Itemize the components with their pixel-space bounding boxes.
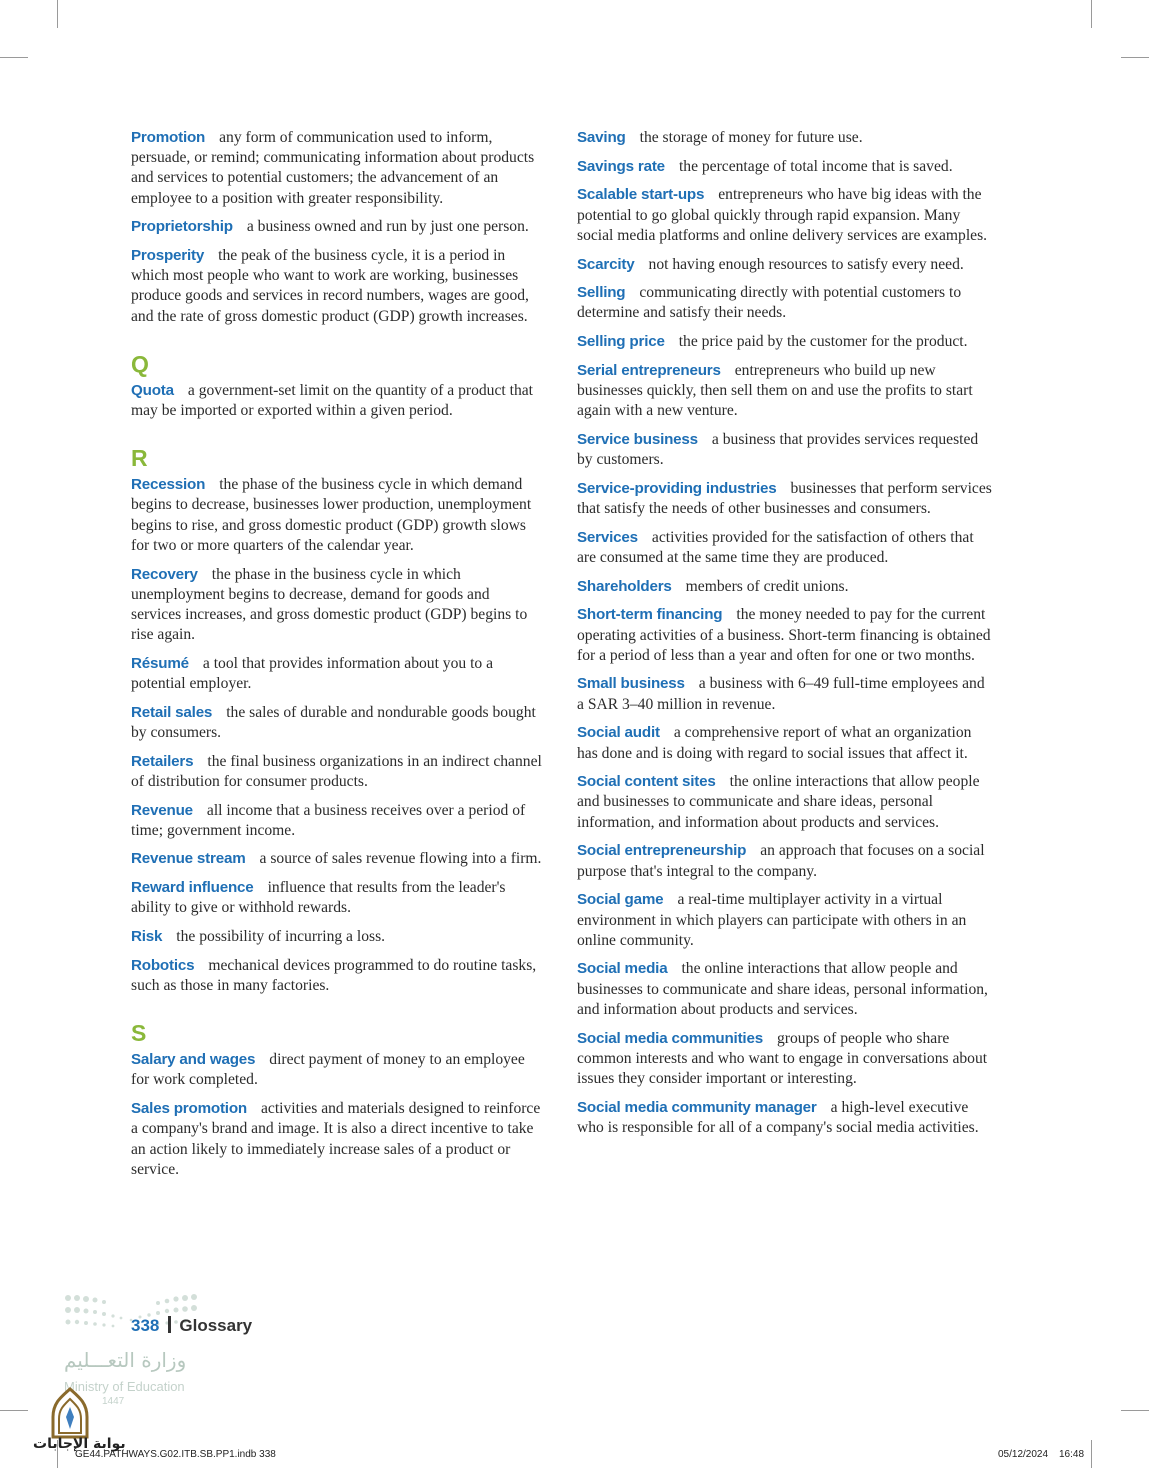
glossary-entry [577, 723, 995, 763]
glossary-entry [131, 956, 543, 996]
glossary-definition: a real-time multiplayer activity in a virtual environment in which players can participate with others in an online community. [577, 891, 967, 949]
print-slug-date: 05/12/2024 [998, 1449, 1049, 1460]
glossary-term: Selling [577, 284, 626, 302]
glossary-term: Social media communities [577, 1029, 763, 1047]
glossary-entry [131, 217, 543, 237]
glossary-definition: members of credit unions. [685, 577, 849, 595]
glossary-term: Scalable start-ups [577, 186, 705, 204]
glossary-column-left [131, 128, 543, 1188]
glossary-entry [577, 841, 995, 881]
glossary-entry [577, 674, 995, 714]
glossary-entry [577, 1029, 995, 1090]
glossary-term: Proprietorship [131, 218, 233, 236]
glossary-entry [131, 654, 543, 694]
glossary-definition: the peak of the business cycle, it is a period in which most people who want to work are working, businesses produce goods and services in record numbers, wages are good, and the rate of gross domestic product (GDP) growth increases. [131, 247, 529, 325]
glossary-definition: the final business organizations in an indirect channel of distribution for consumer products. [131, 752, 542, 790]
glossary-entry [577, 577, 995, 597]
glossary-entry [577, 430, 995, 470]
print-slug-file: GE44.PATHWAYS.G02.ITB.SB.PP1.indb 338 [75, 1449, 276, 1460]
glossary-definition: the storage of money for future use. [639, 129, 863, 146]
glossary-definition: not having enough resources to satisfy every need. [648, 255, 964, 273]
glossary-definition: the phase in the business cycle in which unemployment begins to decrease, demand for goods and services increases, and gross domestic product (GDP) begins to rise again. [131, 565, 528, 644]
section-name: Glossary [179, 1316, 253, 1335]
print-slug-time: 16:48 [1059, 1449, 1085, 1460]
glossary-term: Social media community manager [577, 1098, 817, 1116]
glossary-entry [577, 890, 995, 951]
glossary-term: Revenue [131, 801, 193, 819]
glossary-definition: the sales of durable and nondurable goods bought by consumers. [131, 703, 536, 741]
glossary-term: Serial entrepreneurs [577, 361, 721, 379]
glossary-term: Recession [131, 476, 206, 494]
glossary-definition: a business owned and run by just one person. [246, 218, 529, 236]
glossary-definition: entrepreneurs who have big ideas with the potential to go global quickly through rapid expansion. Many social media platforms and online delivery services are examples. [577, 186, 988, 244]
glossary-term: Reward influence [131, 879, 254, 897]
glossary-term: Retailers [131, 752, 194, 770]
glossary-entry [131, 752, 543, 792]
crop-mark [1091, 1440, 1092, 1468]
glossary-entry [577, 332, 995, 352]
glossary-term: Savings rate [577, 157, 665, 175]
glossary-entry [131, 381, 543, 421]
glossary-term: Shareholders [577, 577, 672, 595]
glossary-entry [577, 185, 995, 246]
mosque-logo-icon [47, 1387, 93, 1439]
glossary-definition: a tool that provides information about you to a potential employer. [131, 654, 494, 693]
glossary-term: Promotion [131, 129, 206, 146]
glossary-definition: the online interactions that allow people and businesses to communicate and share ideas, personal information, and information about products and services. [577, 960, 988, 1018]
glossary-entry [131, 246, 543, 327]
section-letter: Q [131, 350, 149, 377]
glossary-term: Small business [577, 675, 685, 693]
crop-mark [1121, 57, 1149, 58]
glossary-term: Short-term financing [577, 606, 723, 624]
ministry-name-english: Ministry of Education [64, 1379, 185, 1394]
glossary-term: Social content sites [577, 773, 716, 791]
glossary-term: Social game [577, 891, 664, 909]
glossary-term: Quota [131, 381, 174, 399]
section-letter: S [131, 1020, 147, 1047]
glossary-definition: the percentage of total income that is saved. [678, 157, 953, 175]
glossary-definition: influence that results from the leader's ability to give or withhold rewards. [131, 879, 506, 917]
glossary-term: Services [577, 528, 638, 546]
glossary-term: Sales promotion [131, 1100, 247, 1118]
glossary-term: Social entrepreneurship [577, 842, 747, 860]
glossary-term: Service-providing industries [577, 479, 777, 497]
glossary-definition: any form of communication used to inform, persuade, or remind; communicating information about products and services to potential customers; the advancement of an employee to a position with greater responsibility. [131, 129, 535, 207]
glossary-definition: activities and materials designed to reinforce a company's brand and image. It is also a direct incentive to take an action likely to immediately increase sales of a product or service. [131, 1100, 541, 1178]
glossary-definition: the money needed to pay for the current operating activities of a business. Short-term financing is obtained for a period of less than a year and often for one or two months. [577, 606, 991, 664]
glossary-definition: the possibility of incurring a loss. [176, 928, 386, 946]
crop-mark [57, 0, 58, 28]
glossary-definition: a high-level executive who is responsible for all of a company's social media activities. [577, 1098, 979, 1136]
glossary-term: Salary and wages [131, 1051, 256, 1069]
glossary-entry [577, 1098, 995, 1138]
glossary-entry [577, 605, 995, 666]
crop-mark [1121, 1410, 1149, 1411]
glossary-entry [131, 565, 543, 646]
glossary-entry [131, 1050, 543, 1090]
crop-mark [0, 57, 28, 58]
glossary-term: Retail sales [131, 703, 213, 721]
glossary-entry [577, 959, 995, 1020]
glossary-definition: the online interactions that allow people and businesses to communicate and share ideas, personal information, and information about products and services. [577, 773, 980, 831]
glossary-term: Social audit [577, 724, 660, 742]
glossary-definition: a business with 6–49 full-time employees and a SAR 3–40 million in revenue. [577, 675, 985, 713]
glossary-definition: a government-set limit on the quantity of a product that may be imported or exported within a given period. [131, 381, 534, 420]
glossary-entry [131, 1099, 543, 1180]
section-letter: R [131, 445, 148, 472]
glossary-entry [131, 801, 543, 841]
glossary-entry [577, 255, 995, 275]
glossary-term: Selling price [577, 333, 665, 351]
glossary-term: Recovery [131, 565, 198, 583]
glossary-term: Saving [577, 129, 626, 146]
glossary-definition: activities provided for the satisfaction of others that are consumed at the same time they are produced. [577, 528, 974, 566]
glossary-term: Service business [577, 430, 698, 448]
glossary-entry [577, 283, 995, 323]
page-footer [131, 1316, 252, 1336]
glossary-entry [131, 128, 543, 209]
glossary-definition: the price paid by the customer for the product. [678, 333, 968, 351]
glossary-definition: an approach that focuses on a social purpose that's integral to the company. [577, 842, 985, 880]
glossary-entry [131, 703, 543, 743]
glossary-term: Prosperity [131, 247, 205, 265]
glossary-entry [577, 772, 995, 833]
ministry-year: 1447 [102, 1396, 125, 1407]
page-number: 338 [131, 1316, 160, 1335]
ministry-name-arabic: وزارة التعـــليم [64, 1348, 187, 1372]
glossary-entry [131, 475, 543, 556]
glossary-term: Social media [577, 960, 668, 978]
glossary-definition: mechanical devices programmed to do routine tasks, such as those in many factories. [131, 956, 537, 994]
crop-mark [1091, 0, 1092, 28]
glossary-term: Résumé [131, 654, 189, 672]
glossary-definition: a comprehensive report of what an organization has done and is doing with regard to social issues that affect it. [577, 724, 972, 762]
glossary-entry [577, 128, 995, 148]
glossary-term: Revenue stream [131, 850, 246, 868]
footer-divider [168, 1316, 171, 1333]
glossary-entry [131, 849, 543, 869]
glossary-entry [131, 878, 543, 918]
glossary-definition: a source of sales revenue flowing into a firm. [259, 850, 542, 868]
glossary-entry [577, 479, 995, 519]
glossary-definition: entrepreneurs who build up new businesses quickly, then sell them on and use the profits to start again with a new venture. [577, 361, 973, 420]
glossary-definition: businesses that perform services that satisfy the needs of other businesses and consumers. [577, 479, 992, 518]
crop-mark [0, 1410, 28, 1411]
glossary-definition: a business that provides services requested by customers. [577, 430, 979, 469]
glossary-definition: the phase of the business cycle in which demand begins to decrease, businesses lower production, unemployment begins to rise, and gross domestic product (GDP) growth slows for two or more quarters of the calendar year. [131, 476, 532, 554]
glossary-entry [577, 361, 995, 422]
glossary-entry [131, 927, 543, 947]
glossary-definition: direct payment of money to an employee for work completed. [131, 1051, 525, 1089]
glossary-entry [577, 157, 995, 177]
glossary-entry [577, 528, 995, 568]
glossary-definition: communicating directly with potential customers to determine and satisfy their needs. [577, 284, 962, 322]
glossary-term: Scarcity [577, 255, 635, 273]
glossary-definition: groups of people who share common interests and who want to engage in conversations about issues they consider important or interesting. [577, 1029, 988, 1087]
glossary-term: Robotics [131, 956, 195, 974]
portal-watermark: بوابة الإجابات [33, 1436, 126, 1452]
glossary-definition: all income that a business receives over a period of time; government income. [131, 801, 526, 839]
glossary-term: Risk [131, 928, 163, 946]
glossary-column-right [577, 128, 995, 1147]
